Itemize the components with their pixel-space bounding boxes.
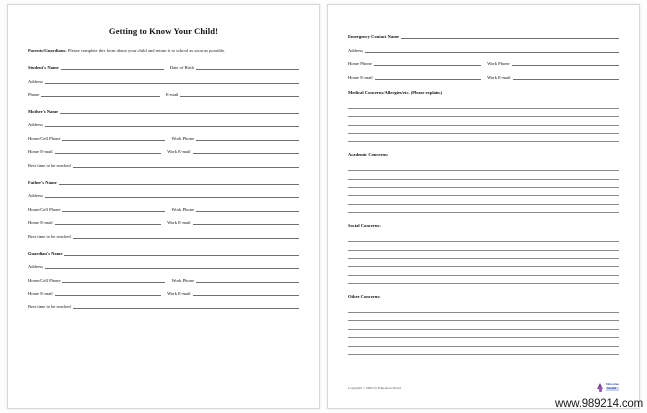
field-row-emergency-address xyxy=(348,46,619,52)
ruled-area-medical-concerns[interactable] xyxy=(348,100,619,142)
ruled-line[interactable] xyxy=(348,171,619,179)
label-work-email: Work E-mail xyxy=(167,149,191,155)
logo-mark-icon xyxy=(597,383,604,392)
field-row-mothers-name xyxy=(28,108,299,114)
input-mother-work-email[interactable] xyxy=(193,148,299,154)
label-home-cell-phone: Home/Cell Phone xyxy=(28,206,61,212)
input-father-address[interactable] xyxy=(45,192,299,198)
label-home-email: Home E-mail xyxy=(28,149,53,155)
input-emergency-home-email[interactable] xyxy=(375,73,481,79)
label-home-email: Home E-mail xyxy=(348,74,373,80)
document-page-2 xyxy=(327,4,640,409)
field-row-guardian-best-time xyxy=(28,303,299,309)
ruled-line[interactable] xyxy=(348,347,619,355)
label-work-phone: Work Phone xyxy=(171,135,194,141)
ruled-line[interactable] xyxy=(348,100,619,108)
label-work-phone: Work Phone xyxy=(171,206,194,212)
input-student-phone[interactable] xyxy=(41,91,160,97)
intro-text: Please complete this form about your child and return it to school as soon as possible. xyxy=(66,48,226,54)
label-address: Address xyxy=(28,193,43,199)
intro-label: Parents/Guardians: xyxy=(28,48,67,54)
input-guardian-work-email[interactable] xyxy=(193,290,299,296)
ruled-line[interactable] xyxy=(348,305,619,313)
field-row-mother-home-cell-phone xyxy=(28,135,299,141)
label-best-time: Best time to be reached xyxy=(28,162,71,168)
input-father-home-email[interactable] xyxy=(55,219,161,225)
ruled-line[interactable] xyxy=(348,276,619,284)
field-row-guardian-home-cell-phone xyxy=(28,276,299,282)
input-mothers-name[interactable] xyxy=(60,108,299,114)
field-row-emergency-home-email xyxy=(348,73,619,79)
input-fathers-name[interactable] xyxy=(59,179,299,185)
section-heading-academic-concerns: Academic Concerns: xyxy=(348,152,389,158)
input-guardian-address[interactable] xyxy=(45,263,299,269)
ruled-line[interactable] xyxy=(348,321,619,329)
label-work-email: Work E-mail xyxy=(167,291,191,296)
section-heading-other-concerns: Other Concerns: xyxy=(348,294,381,300)
label-home-phone: Home Phone xyxy=(348,61,372,67)
input-father-home-cell-phone[interactable] xyxy=(62,206,165,212)
copyright-text: Copyright © 2005 by Education World xyxy=(348,385,401,390)
input-emergency-home-phone[interactable] xyxy=(374,60,481,66)
input-date-of-birth[interactable] xyxy=(196,64,299,70)
label-address: Address xyxy=(28,78,43,84)
section-heading-social-concerns: Social Concerns: xyxy=(348,223,381,229)
field-row-emergency-home-phone xyxy=(348,60,619,66)
field-row-mother-address xyxy=(28,121,299,127)
input-father-work-email[interactable] xyxy=(193,219,299,225)
input-emergency-work-email[interactable] xyxy=(513,73,619,79)
input-guardian-home-email[interactable] xyxy=(55,290,161,296)
field-row-father-address xyxy=(28,192,299,198)
input-student-email[interactable] xyxy=(180,91,299,97)
label-work-email: Work E-mail xyxy=(167,220,191,226)
label-address: Address xyxy=(348,47,363,53)
ruled-line[interactable] xyxy=(348,234,619,242)
education-world-logo xyxy=(597,383,619,392)
field-row-student-address xyxy=(28,77,299,83)
input-father-work-phone[interactable] xyxy=(196,206,299,212)
ruled-line[interactable] xyxy=(348,313,619,321)
ruled-area-academic-concerns[interactable] xyxy=(348,163,619,213)
input-guardian-home-cell-phone[interactable] xyxy=(62,276,165,282)
ruled-line[interactable] xyxy=(348,117,619,125)
ruled-line[interactable] xyxy=(348,205,619,213)
field-row-guardians-name xyxy=(28,249,299,255)
ruled-line[interactable] xyxy=(348,163,619,171)
ruled-line[interactable] xyxy=(348,180,619,188)
field-row-student-phone xyxy=(28,91,299,97)
logo-line-1: Education xyxy=(605,383,619,387)
input-mother-best-time[interactable] xyxy=(73,162,299,168)
input-father-best-time[interactable] xyxy=(73,232,299,238)
label-home-email: Home E-mail xyxy=(28,291,53,296)
ruled-line[interactable] xyxy=(348,134,619,142)
ruled-line[interactable] xyxy=(348,251,619,259)
label-best-time: Best time to be reached xyxy=(28,233,71,239)
ruled-line[interactable] xyxy=(348,330,619,338)
ruled-line[interactable] xyxy=(348,338,619,346)
label-address: Address xyxy=(28,264,43,270)
ruled-line[interactable] xyxy=(348,242,619,250)
label-phone: Phone xyxy=(28,92,40,98)
input-emergency-address[interactable] xyxy=(365,46,619,52)
label-fathers-name: Father's Name xyxy=(28,179,57,185)
field-row-father-best-time xyxy=(28,232,299,238)
input-mother-home-cell-phone[interactable] xyxy=(62,135,165,141)
label-work-phone: Work Phone xyxy=(487,61,510,67)
field-row-guardian-address xyxy=(28,263,299,269)
label-guardians-name: Guardian's Name xyxy=(28,250,63,256)
input-mother-address[interactable] xyxy=(45,121,299,127)
label-emergency-contact-name: Emergency Contact Name xyxy=(348,34,400,40)
site-watermark: www.989214.com xyxy=(555,398,643,410)
field-row-students-name xyxy=(28,64,299,70)
ruled-line[interactable] xyxy=(348,126,619,134)
page-title: Getting to Know Your Child! xyxy=(108,26,219,36)
ruled-area-other-concerns[interactable] xyxy=(348,305,619,355)
input-emergency-contact-name[interactable] xyxy=(401,33,619,39)
input-mother-home-email[interactable] xyxy=(55,148,161,154)
field-row-emergency-contact-name xyxy=(348,33,619,39)
label-home-email: Home E-mail xyxy=(28,220,53,226)
ruled-line[interactable] xyxy=(348,267,619,275)
label-home-cell-phone: Home/Cell Phone xyxy=(28,277,61,283)
logo-line-2: World xyxy=(606,387,619,391)
document-page-1 xyxy=(7,4,320,409)
ruled-area-social-concerns[interactable] xyxy=(348,234,619,284)
label-mothers-name: Mother's Name xyxy=(28,108,59,114)
field-row-mother-best-time xyxy=(28,162,299,168)
logo-wordmark xyxy=(606,384,619,390)
input-guardians-name[interactable] xyxy=(64,249,299,255)
label-date-of-birth: Date of Birth xyxy=(169,65,194,71)
input-mother-work-phone[interactable] xyxy=(196,135,299,141)
label-work-email: Work E-mail xyxy=(487,74,511,80)
ruled-line[interactable] xyxy=(348,188,619,196)
field-row-guardian-home-email xyxy=(28,290,299,296)
input-student-address[interactable] xyxy=(45,77,299,83)
input-guardian-work-phone[interactable] xyxy=(196,276,299,282)
label-students-name: Student's Name xyxy=(28,65,59,71)
ruled-line[interactable] xyxy=(348,259,619,267)
label-email: E-mail xyxy=(166,92,179,98)
label-address: Address xyxy=(28,122,43,128)
label-best-time: Best time to be reached xyxy=(28,304,71,310)
label-home-cell-phone: Home/Cell Phone xyxy=(28,135,61,141)
section-heading-medical-concerns: Medical Concerns/Allergies/etc. (Please explain.) xyxy=(348,89,443,95)
label-work-phone: Work Phone xyxy=(171,277,194,283)
field-row-fathers-name xyxy=(28,179,299,185)
ruled-line[interactable] xyxy=(348,109,619,117)
input-guardian-best-time[interactable] xyxy=(73,303,299,309)
field-row-father-home-email xyxy=(28,219,299,225)
field-row-father-home-cell-phone xyxy=(28,206,299,212)
top-spacer xyxy=(348,21,619,33)
page-footer xyxy=(348,383,619,392)
intro-paragraph xyxy=(28,47,299,54)
input-emergency-work-phone[interactable] xyxy=(512,60,619,66)
ruled-line[interactable] xyxy=(348,196,619,204)
field-row-mother-home-email xyxy=(28,148,299,154)
input-students-name[interactable] xyxy=(61,64,164,70)
